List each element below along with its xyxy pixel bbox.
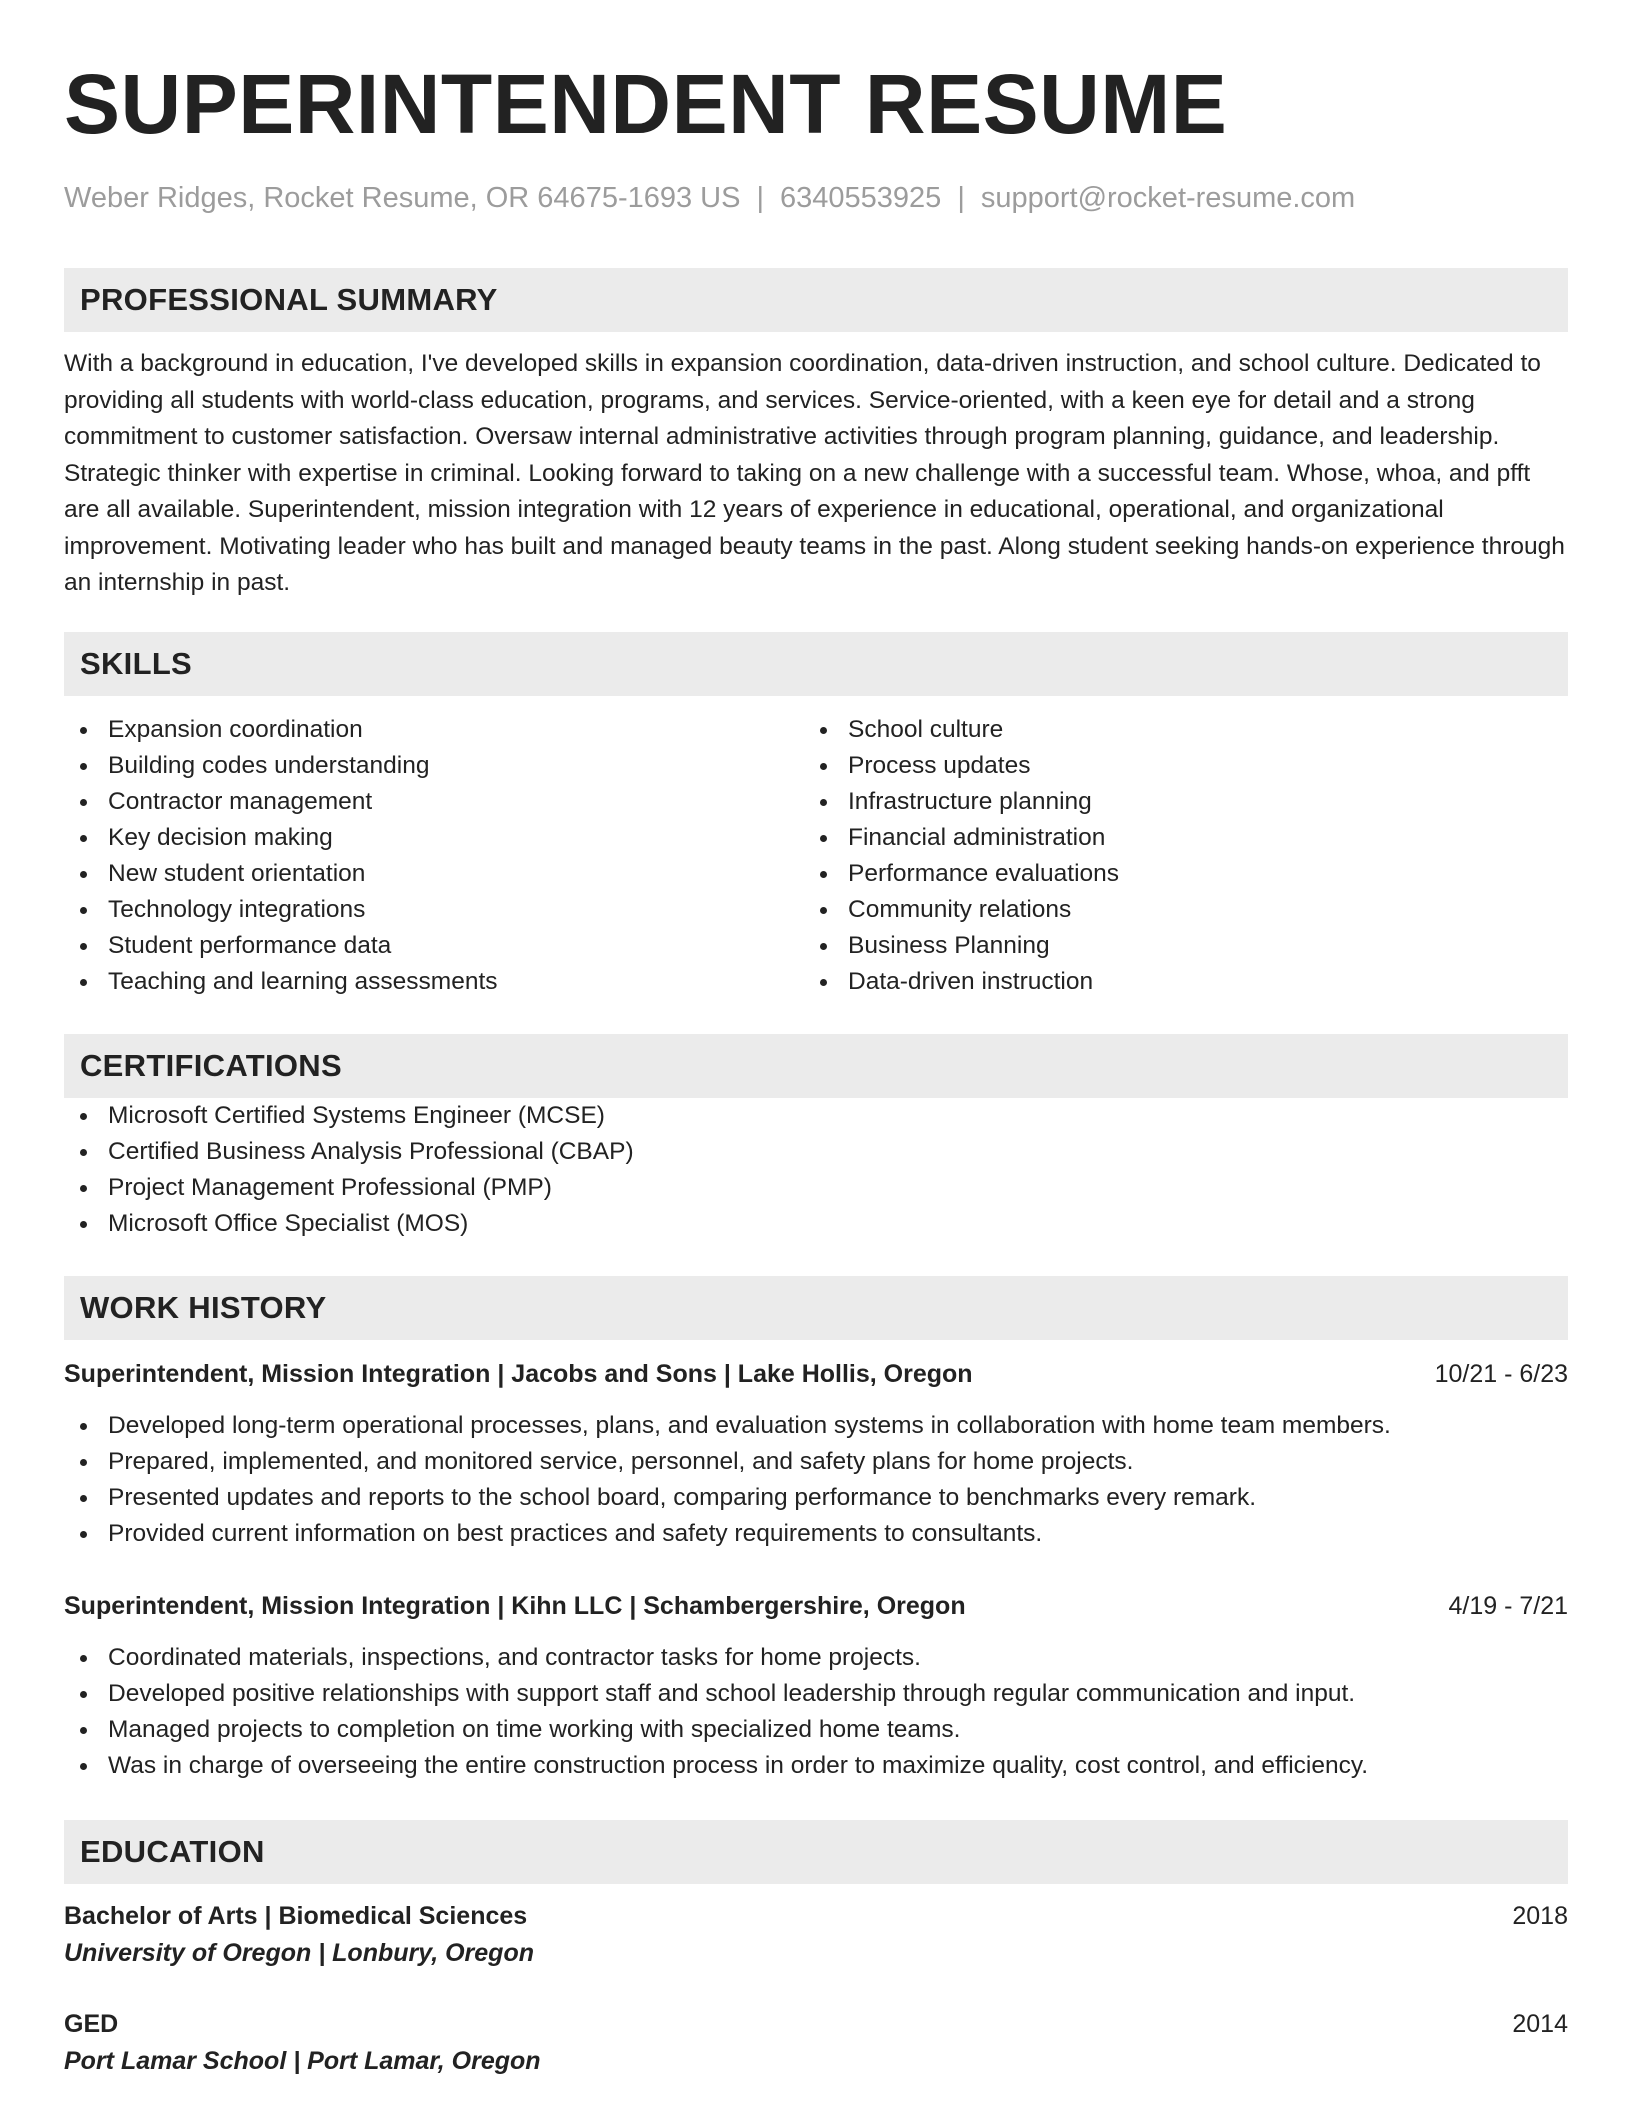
section-heading-skills (64, 632, 1568, 696)
skill-item: Business Planning (804, 928, 1544, 964)
skills-grid (64, 712, 1568, 1000)
certification-item: Project Management Professional (PMP) (64, 1170, 1568, 1206)
skill-item: Expansion coordination (64, 712, 804, 748)
contact-line (64, 180, 1568, 216)
skill-item: Infrastructure planning (804, 784, 1544, 820)
certification-item: Microsoft Office Specialist (MOS) (64, 1206, 1568, 1242)
section-heading-professional-summary (64, 268, 1568, 332)
job-bullets (64, 1640, 1568, 1784)
job-header (64, 1356, 1568, 1392)
section-heading-label: EDUCATION (80, 1833, 265, 1869)
education-year: 2018 (1512, 1901, 1568, 1930)
job-bullet: Was in charge of overseeing the entire construction process in order to maximize quality, cost control, and efficiency. (64, 1748, 1568, 1784)
skill-item: Student performance data (64, 928, 804, 964)
contact-phone: 6340553925 (780, 182, 942, 214)
job-title: Superintendent, Mission Integration | Jacobs and Sons | Lake Hollis, Oregon (64, 1359, 973, 1388)
job-bullet: Managed projects to completion on time working with specialized home teams. (64, 1712, 1568, 1748)
education-school: Port Lamar School | Port Lamar, Oregon (64, 2046, 541, 2075)
education-header (64, 1898, 1568, 1934)
contact-separator: | (957, 182, 965, 214)
skill-item: School culture (804, 712, 1544, 748)
job-bullet: Developed long-term operational processes, plans, and evaluation systems in collaboration with home team members. (64, 1408, 1568, 1444)
skills-column-left (64, 712, 804, 1000)
education-school: University of Oregon | Lonbury, Oregon (64, 1938, 534, 1967)
skill-item: Key decision making (64, 820, 804, 856)
section-heading-label: WORK HISTORY (80, 1289, 327, 1325)
education-degree: Bachelor of Arts | Biomedical Sciences (64, 1901, 528, 1930)
job-title: Superintendent, Mission Integration | Kihn LLC | Schambergershire, Oregon (64, 1591, 966, 1620)
skill-item: Teaching and learning assessments (64, 964, 804, 1000)
job-dates: 10/21 - 6/23 (1434, 1359, 1568, 1388)
education-header (64, 2006, 1568, 2042)
skill-item: New student orientation (64, 856, 804, 892)
education-degree: GED (64, 2009, 119, 2038)
skill-item: Technology integrations (64, 892, 804, 928)
job-dates: 4/19 - 7/21 (1448, 1591, 1568, 1620)
section-heading-label: PROFESSIONAL SUMMARY (80, 282, 498, 317)
job-bullet: Provided current information on best practices and safety requirements to consultants. (64, 1516, 1568, 1552)
skill-item: Contractor management (64, 784, 804, 820)
job-bullet: Prepared, implemented, and monitored service, personnel, and safety plans for home projects. (64, 1444, 1568, 1480)
job-bullet: Developed positive relationships with support staff and school leadership through regular communication and input. (64, 1676, 1568, 1712)
job-bullet: Coordinated materials, inspections, and contractor tasks for home projects. (64, 1640, 1568, 1676)
section-heading-certifications (64, 1034, 1568, 1098)
section-heading-label: SKILLS (80, 645, 193, 681)
contact-address: Weber Ridges, Rocket Resume, OR 64675-1693 US (64, 182, 741, 214)
job-bullet: Presented updates and reports to the school board, comparing performance to benchmarks every remark. (64, 1480, 1568, 1516)
skill-item: Community relations (804, 892, 1544, 928)
skill-item: Process updates (804, 748, 1544, 784)
certification-item: Certified Business Analysis Professional (CBAP) (64, 1134, 1568, 1170)
job-entry (64, 1588, 1568, 1784)
section-heading-label: CERTIFICATIONS (80, 1047, 342, 1083)
skill-item: Building codes understanding (64, 748, 804, 784)
job-header (64, 1588, 1568, 1624)
skill-item: Financial administration (804, 820, 1544, 856)
skills-column-right (804, 712, 1544, 1000)
contact-email: support@rocket-resume.com (980, 182, 1356, 214)
summary-paragraph: With a background in education, I've developed skills in expansion coordination, data-driven instruction, and school culture. Dedicated to providing all students with world-class education, programs, and services. Service-oriented, with a keen eye for detail and a strong commitment to customer satisfaction. Oversaw internal administrative activities through program planning, guidance, and leadership. Strategic thinker with expertise in criminal. Looking forward to taking on a new challenge with a successful team. Whose, whoa, and pfft are all available. Superintendent, mission integration with 12 years of experience in educational, operational, and organizational improvement. Motivating leader who has built and managed beauty teams in the past. Along student seeking hands-on experience through an internship in past. (64, 350, 1565, 596)
education-entry (64, 1898, 1568, 1972)
section-heading-work-history (64, 1276, 1568, 1340)
job-entry (64, 1356, 1568, 1552)
skill-item: Data-driven instruction (804, 964, 1544, 1000)
resume-title: SUPERINTENDENT RESUME (64, 57, 1228, 151)
section-heading-education (64, 1820, 1568, 1884)
education-entry (64, 2006, 1568, 2080)
certification-item: Microsoft Certified Systems Engineer (MCSE) (64, 1098, 1568, 1134)
certification-list (64, 1098, 1568, 1242)
education-year: 2014 (1512, 2009, 1568, 2038)
contact-separator: | (756, 182, 765, 214)
job-bullets (64, 1408, 1568, 1552)
skill-item: Performance evaluations (804, 856, 1544, 892)
